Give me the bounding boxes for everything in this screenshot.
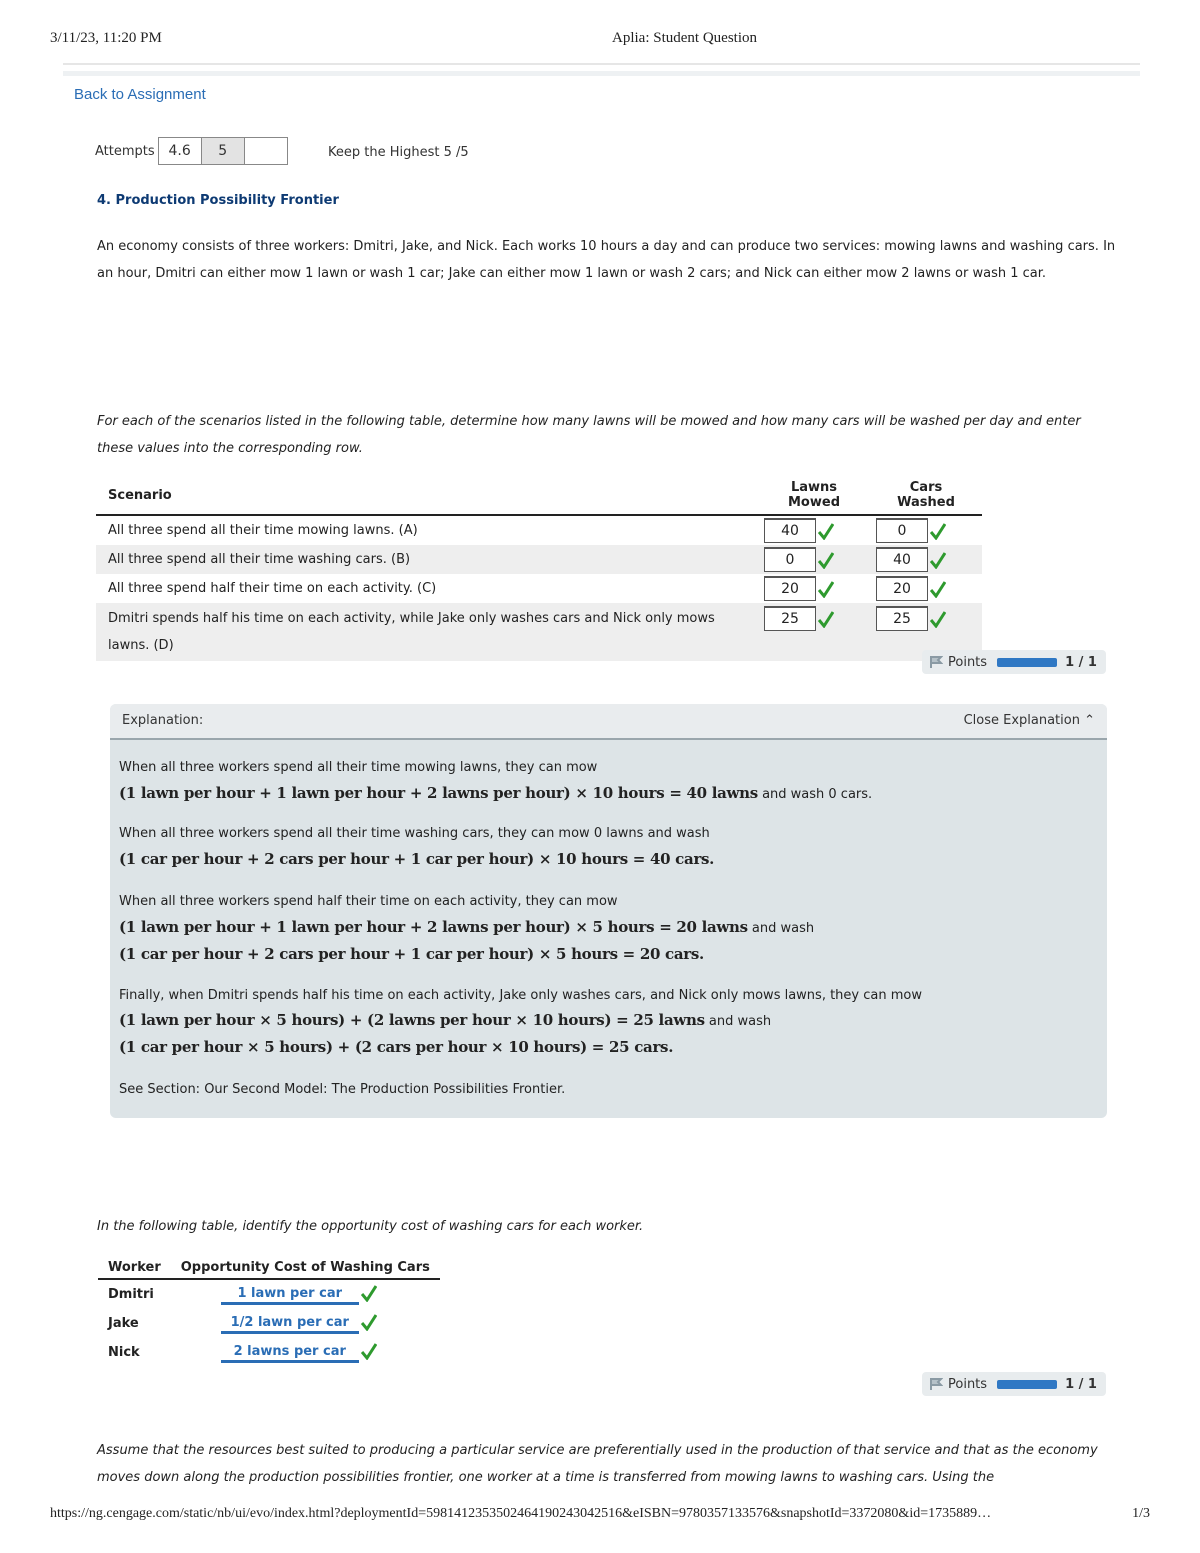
explanation-title: Explanation: (122, 713, 204, 728)
check-icon (930, 551, 946, 569)
opportunity-instruction: In the following table, identify the opportunity cost of washing cars for each worker. (97, 1219, 644, 1234)
flag-icon (929, 655, 943, 669)
check-icon (930, 610, 946, 628)
points-indicator (922, 650, 1106, 674)
attempt-box[interactable]: 4.6 (158, 137, 202, 165)
explanation-header (110, 704, 1107, 740)
question-intro: An economy consists of three workers: Dmitri, Jake, and Nick. Each works 10 hours a day and can produce two services: mowing lawns and washing cars. In an hour, Dmitri can either mow 1 lawn or wash 1 car; Jake can either mow 1 lawn or wash 2 cars; and Nick can either mow 2 lawns or wash 1 car. (97, 239, 1116, 281)
cars-input[interactable]: 40 (876, 547, 928, 572)
scenario-table (96, 476, 982, 661)
attempt-box-current[interactable]: 5 (201, 137, 245, 165)
footer-url: https://ng.cengage.com/static/nb/ui/evo/index.html?deploymentId=5981412353502464190243042516&eISBN=9780357133576&snapshotId=3372080&id=1735889… (50, 1506, 992, 1521)
check-icon (930, 522, 946, 540)
cars-input[interactable]: 0 (876, 518, 928, 543)
table-row (98, 1279, 440, 1309)
explanation-text: When all three workers spend all their time mowing lawns, they can mow (119, 760, 598, 775)
math-expression: (1 lawn per hour + 1 lawn per hour + 2 lawns per hour) × 10 hours = 40 lawns (119, 784, 758, 802)
table-row (96, 515, 982, 545)
col-scenario: Scenario (96, 476, 758, 515)
explanation-math-line (119, 1038, 1089, 1056)
lawns-input[interactable]: 40 (764, 518, 816, 543)
check-icon (361, 1284, 377, 1302)
scenario-instruction: For each of the scenarios listed in the following table, determine how many lawns will be mowed and how many cars will be washed per day and enter these values into the corresponding row. (97, 414, 1081, 456)
attempts-bar (95, 137, 288, 165)
check-icon (361, 1342, 377, 1360)
explanation-math-line (119, 850, 1089, 868)
check-icon (818, 522, 834, 540)
ppf-instruction: Assume that the resources best suited to producing a particular service are preferentially used in the production of that service and that as the economy moves down along the production possibilities frontier, one worker at a time is transferred from mowing lawns to washing cars. Using the (97, 1443, 1098, 1485)
explanation-text: and wash (751, 921, 815, 936)
explanation-text: When all three workers spend all their time washing cars, they can mow 0 lawns and wash (119, 826, 710, 841)
divider (63, 71, 1140, 76)
scenario-text: All three spend all their time washing cars. (B) (96, 545, 758, 574)
close-explanation-button[interactable] (964, 713, 1095, 728)
explanation-math-line (119, 1011, 1089, 1029)
answer-dropdown[interactable]: 1 lawn per car (221, 1286, 359, 1305)
math-expression: (1 car per hour + 2 cars per hour + 1 car per hour) × 5 hours = 20 cars. (119, 945, 704, 963)
explanation-text: and wash (708, 1014, 772, 1029)
table-row (98, 1338, 440, 1367)
page-number: 1/3 (1132, 1506, 1150, 1521)
close-explanation-label: Close Explanation (963, 713, 1080, 728)
keep-highest-label: Keep the Highest 5 /5 (328, 145, 469, 160)
attempts-label: Attempts (95, 143, 155, 159)
explanation-math-line (119, 918, 1089, 936)
back-to-assignment-link[interactable]: Back to Assignment (74, 86, 206, 103)
check-icon (818, 610, 834, 628)
points-score: 1 / 1 (1065, 654, 1097, 670)
table-row (98, 1309, 440, 1338)
points-bar (997, 1380, 1057, 1389)
cars-input[interactable]: 25 (876, 606, 928, 631)
check-icon (818, 580, 834, 598)
print-title: Aplia: Student Question (612, 30, 757, 46)
print-footer (50, 1506, 1150, 1522)
explanation-math-line (119, 945, 1089, 963)
table-row (96, 574, 982, 603)
math-expression: (1 car per hour × 5 hours) + (2 cars per hour × 10 hours) = 25 cars. (119, 1038, 674, 1056)
points-label: Points (948, 1376, 988, 1392)
math-expression: (1 lawn per hour + 1 lawn per hour + 2 lawns per hour) × 5 hours = 20 lawns (119, 918, 748, 936)
lawns-input[interactable]: 20 (764, 576, 816, 601)
col-cars: Cars Washed (870, 476, 982, 515)
scenario-text: All three spend all their time mowing lawns. (A) (108, 523, 418, 538)
points-indicator (922, 1372, 1106, 1396)
answer-dropdown[interactable]: 2 lawns per car (221, 1344, 359, 1363)
math-expression: (1 lawn per hour × 5 hours) + (2 lawns per hour × 10 hours) = 25 lawns (119, 1011, 705, 1029)
explanation-text: and wash 0 cars. (762, 787, 873, 802)
flag-icon (929, 1377, 943, 1391)
attempt-box[interactable] (244, 137, 288, 165)
explanation-panel (110, 704, 1107, 1118)
points-score: 1 / 1 (1065, 1376, 1097, 1392)
chevron-up-icon: ⌃ (1084, 713, 1095, 728)
points-bar (997, 658, 1057, 667)
scenario-text: Dmitri spends half his time on each activity, while Jake only washes cars and Nick only mows lawns. (D) (96, 603, 758, 661)
divider (63, 63, 1140, 65)
scenario-text: All three spend half their time on each activity. (C) (108, 581, 437, 596)
explanation-text: When all three workers spend half their time on each activity, they can mow (119, 894, 618, 909)
check-icon (818, 551, 834, 569)
lawns-input[interactable]: 25 (764, 606, 816, 631)
question-title: 4. Production Possibility Frontier (97, 193, 339, 208)
answer-dropdown[interactable]: 1/2 lawn per car (221, 1315, 359, 1334)
cars-input[interactable]: 20 (876, 576, 928, 601)
col-opportunity-cost: Opportunity Cost of Washing Cars (171, 1256, 440, 1279)
table-row (96, 603, 982, 661)
col-worker: Worker (98, 1256, 171, 1279)
points-label: Points (948, 654, 988, 670)
print-header (0, 30, 1200, 50)
print-date: 3/11/23, 11:20 PM (50, 30, 162, 46)
worker-name: Dmitri (108, 1287, 154, 1302)
opportunity-cost-table (98, 1256, 440, 1367)
col-lawns: Lawns Mowed (758, 476, 870, 515)
math-expression: (1 car per hour + 2 cars per hour + 1 car per hour) × 10 hours = 40 cars. (119, 850, 715, 868)
check-icon (930, 580, 946, 598)
check-icon (361, 1313, 377, 1331)
lawns-input[interactable]: 0 (764, 547, 816, 572)
worker-name: Jake (108, 1316, 139, 1331)
table-row (96, 545, 982, 574)
explanation-text: Finally, when Dmitri spends half his time on each activity, Jake only washes cars, and Nick only mows lawns, they can mow (119, 988, 922, 1003)
explanation-math-line (119, 784, 1089, 802)
see-section-text: See Section: Our Second Model: The Production Possibilities Frontier. (119, 1082, 566, 1097)
worker-name: Nick (108, 1345, 140, 1360)
